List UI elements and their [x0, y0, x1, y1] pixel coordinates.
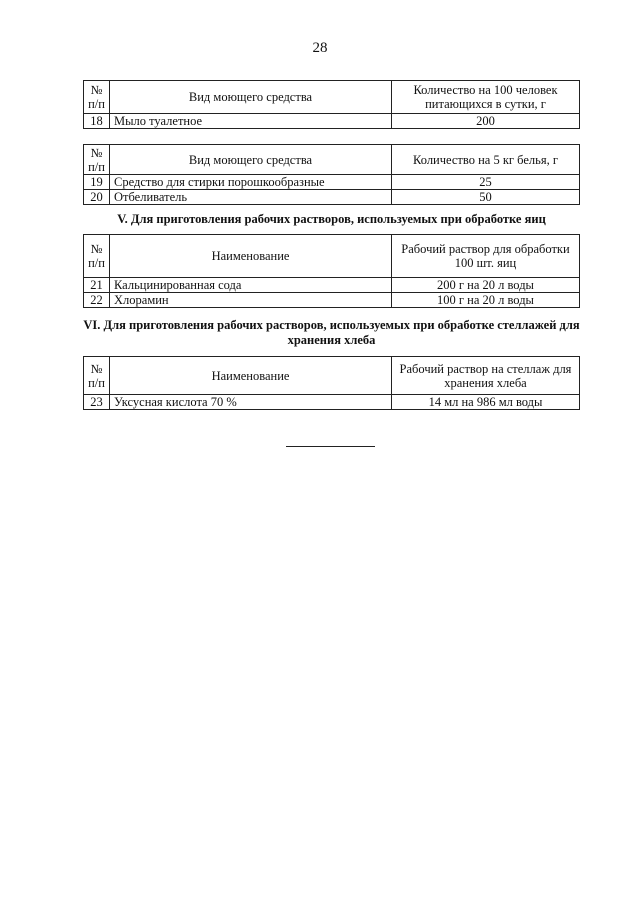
table-laundry [83, 144, 580, 205]
header-name: Наименование [110, 357, 392, 395]
row-num: 21 [84, 278, 110, 293]
row-num: 19 [84, 175, 110, 190]
table-soap [83, 80, 580, 129]
header-quantity: Количество на 100 человек питающихся в сутки, г [392, 81, 580, 114]
table-bread-shelves [83, 356, 580, 410]
row-value: 50 [392, 190, 580, 205]
header-num: № п/п [84, 357, 110, 395]
header-num: № п/п [84, 81, 110, 114]
row-value: 200 [392, 114, 580, 129]
row-name: Отбеливатель [110, 190, 392, 205]
end-divider [286, 446, 375, 447]
table-row [84, 278, 580, 293]
row-num: 22 [84, 293, 110, 308]
header-name: Наименование [110, 235, 392, 278]
row-num: 23 [84, 395, 110, 410]
row-value: 25 [392, 175, 580, 190]
header-detergent-type: Вид моющего средства [110, 81, 392, 114]
header-solution: Рабочий раствор на стеллаж для хранения хлеба [392, 357, 580, 395]
table-eggs [83, 234, 580, 308]
table-row [84, 395, 580, 410]
row-name: Хлорамин [110, 293, 392, 308]
header-solution: Рабочий раствор для обработки 100 шт. яиц [392, 235, 580, 278]
table-row [84, 114, 580, 129]
row-name: Мыло туалетное [110, 114, 392, 129]
row-name: Уксусная кислота 70 % [110, 395, 392, 410]
row-name: Кальцинированная сода [110, 278, 392, 293]
page-number: 28 [312, 40, 328, 56]
header-detergent-type: Вид моющего средства [110, 145, 392, 175]
row-num: 20 [84, 190, 110, 205]
row-value: 200 г на 20 л воды [392, 278, 580, 293]
row-num: 18 [84, 114, 110, 129]
header-num: № п/п [84, 235, 110, 278]
row-value: 14 мл на 986 мл воды [392, 395, 580, 410]
row-name: Средство для стирки порошкообразные [110, 175, 392, 190]
table-row [84, 175, 580, 190]
header-num: № п/п [84, 145, 110, 175]
section-heading-eggs: V. Для приготовления рабочих растворов, используемых при обработке яиц [117, 212, 546, 226]
table-row [84, 293, 580, 308]
header-quantity: Количество на 5 кг белья, г [392, 145, 580, 175]
row-value: 100 г на 20 л воды [392, 293, 580, 308]
table-row [84, 190, 580, 205]
section-heading-bread-shelves: VI. Для приготовления рабочих растворов, используемых при обработке стеллажей для хранения хлеба [83, 318, 580, 347]
